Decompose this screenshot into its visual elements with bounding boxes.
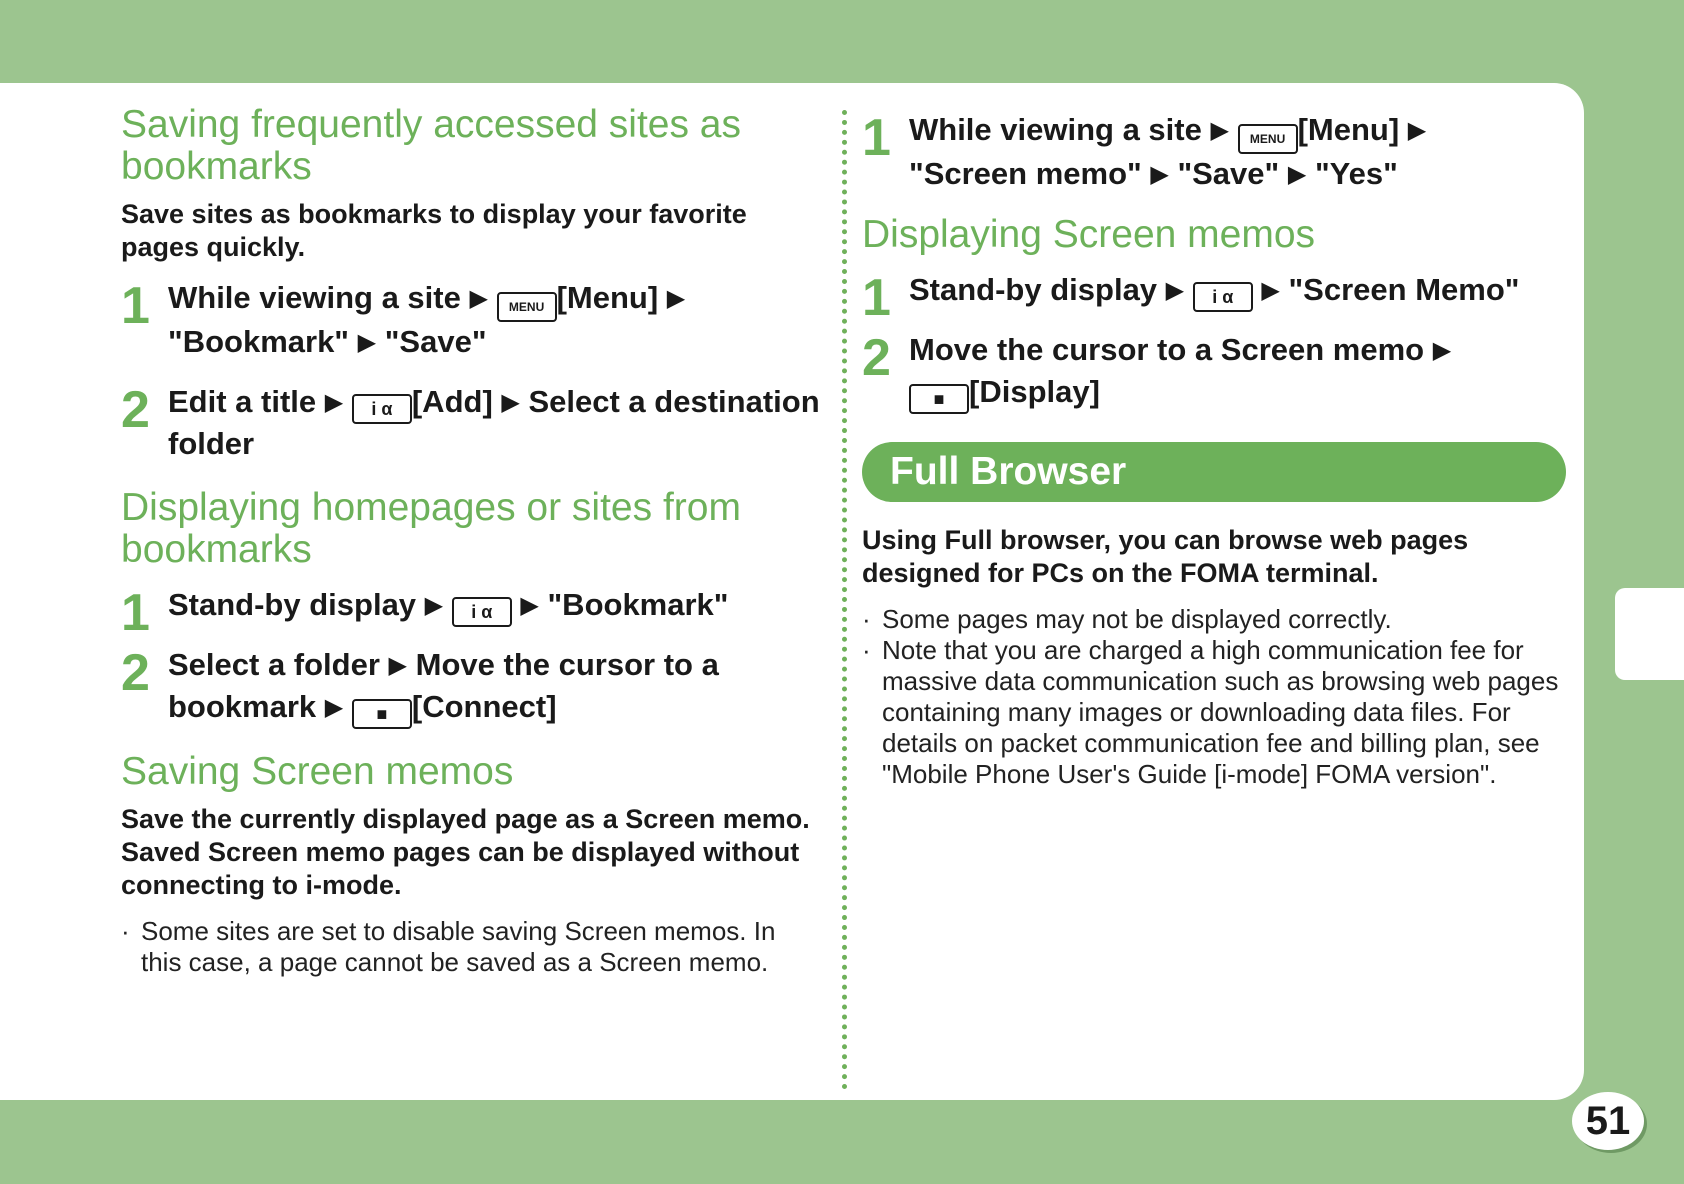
menu-key-icon: MENU (1238, 124, 1298, 154)
imode-key-icon: i α (352, 394, 412, 424)
note-item: · Some pages may not be displayed correctly. (862, 604, 1562, 635)
step-text: Select a folder (168, 647, 380, 682)
step-text: "Yes" (1314, 156, 1398, 191)
arrow-right-icon: ▶ (1407, 117, 1427, 144)
step-text: [Display] (969, 374, 1100, 409)
step-text: Move the cursor to a bookmark (168, 647, 719, 724)
arrow-right-icon: ▶ (324, 389, 344, 416)
imode-key-icon: i α (452, 597, 512, 627)
step-number: 2 (862, 329, 891, 387)
note-list (121, 916, 821, 978)
step-number: 2 (121, 644, 150, 702)
left-column (121, 104, 821, 978)
arrow-right-icon: ▶ (357, 329, 377, 356)
arrow-right-icon: ▶ (520, 592, 539, 619)
step-1 (121, 278, 821, 364)
arrow-right-icon: ▶ (666, 285, 686, 312)
step-1 (862, 110, 1562, 196)
arrow-right-icon: ▶ (324, 694, 344, 721)
arrow-right-icon: ▶ (1150, 161, 1169, 188)
note-item: · Some sites are set to disable saving Screen memos. In this case, a page cannot be saved as a Screen memo. (121, 916, 821, 978)
imode-key-icon: i α (1193, 282, 1253, 312)
arrow-right-icon: ▶ (1210, 117, 1229, 144)
arrow-right-icon: ▶ (424, 592, 444, 619)
step-text: "Save" (1177, 156, 1280, 191)
step-number: 1 (862, 109, 891, 167)
step-text: [Menu] (556, 280, 659, 315)
center-key-icon: ■ (352, 699, 412, 729)
menu-key-icon: MENU (497, 292, 557, 322)
arrow-right-icon: ▶ (1287, 161, 1307, 188)
step-text: While viewing a site (909, 112, 1202, 147)
note-list (862, 604, 1562, 790)
center-key-icon: ■ (909, 384, 969, 414)
step-text: "Save" (384, 324, 487, 359)
step-text: [Connect] (411, 689, 557, 724)
step-number: 1 (121, 584, 150, 642)
arrow-right-icon: ▶ (501, 389, 520, 416)
section-lead: Save sites as bookmarks to display your favorite pages quickly. (121, 199, 747, 262)
step-text: Stand-by display (909, 272, 1158, 307)
side-index-tab (1615, 588, 1684, 680)
step-number: 1 (862, 269, 891, 327)
section-title-saving-screen-memos: Saving Screen memos (121, 750, 514, 793)
arrow-right-icon: ▶ (1261, 277, 1280, 304)
step-2 (121, 645, 821, 729)
step-text: Move the cursor to a Screen memo (909, 332, 1425, 367)
section-title-saving-bookmarks: Saving frequently accessed sites as bookmarks (121, 103, 742, 188)
step-2 (121, 382, 821, 463)
step-1 (121, 584, 821, 642)
step-text: While viewing a site (168, 280, 461, 315)
arrow-right-icon: ▶ (388, 652, 408, 679)
step-number: 1 (121, 277, 150, 335)
step-text: Stand-by display (168, 587, 417, 622)
arrow-right-icon: ▶ (1165, 277, 1185, 304)
arrow-right-icon: ▶ (469, 285, 488, 312)
step-2 (862, 330, 1562, 414)
step-text: [Add] (411, 384, 493, 419)
arrow-right-icon: ▶ (1432, 337, 1452, 364)
step-text: "Bookmark" (168, 324, 350, 359)
step-text: Select a destination folder (168, 384, 820, 461)
section-title-displaying-screen-memos: Displaying Screen memos (862, 213, 1316, 256)
step-text: "Screen Memo" (1288, 272, 1520, 307)
step-1 (862, 269, 1562, 327)
step-text: [Menu] (1297, 112, 1400, 147)
step-text: "Screen memo" (909, 156, 1142, 191)
full-browser-banner: Full Browser (862, 442, 1566, 502)
note-item: · Note that you are charged a high communication fee for massive data communication such as browsing web pages containing many images or downloading data files. For details on packet communication fee and billing plan, see "Mobile Phone User's Guide [i-mode] FOMA version". (862, 635, 1562, 790)
section-lead: Save the currently displayed page as a Screen memo. Saved Screen memo pages can be displayed without connecting to i-mode. (121, 804, 810, 900)
step-number: 2 (121, 381, 150, 439)
right-column (862, 110, 1562, 790)
section-title-displaying-bookmarks: Displaying homepages or sites from bookmarks (121, 486, 741, 571)
section-lead: Using Full browser, you can browse web pages designed for PCs on the FOMA terminal. (862, 525, 1469, 588)
step-text: "Bookmark" (547, 587, 729, 622)
step-text: Edit a title (168, 384, 317, 419)
column-divider (842, 110, 847, 1090)
page-number: 51 (1572, 1092, 1644, 1150)
